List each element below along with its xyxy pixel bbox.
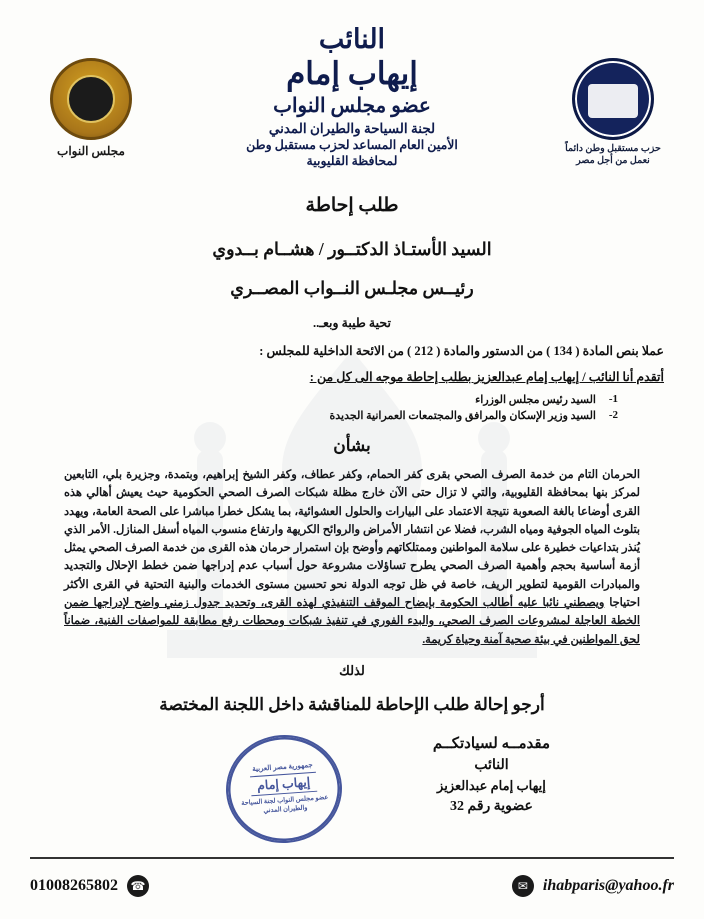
request-intro: أتقدم أنا النائب / إيهاب إمام عبدالعزيز بطلب إحاطة موجه الى كل من : — [309, 369, 664, 384]
letterhead-titles — [150, 20, 554, 168]
footer — [30, 869, 674, 903]
parliament-emblem-icon — [50, 58, 132, 140]
recipient-text: السيد وزير الإسكان والمرافق والمجتمعات العمرانية الجديدة — [329, 409, 596, 422]
membership-number: عضوية رقم 32 — [450, 798, 533, 814]
footer-divider — [30, 857, 674, 859]
subject-heading: بشأن — [333, 435, 371, 455]
body-text-underlined: ويصطني نائبا عليه أطالب الحكومة بإيضاح الموقف التنفيذي لهذه القرى، وتحديد جدول زمني واضح لإدراجها ضمن الخطة العاجلة لمشروعات الصرف الصحي، والبدء الفوري في تنفيذ شبكات ومحطات رفع مطابقة للمواصفات الفنية، ضماناً لحق المواطنين في بيئة صحية آمنة وحياة كريمة. — [64, 597, 640, 646]
phone-block[interactable] — [30, 875, 149, 897]
list-item — [86, 409, 618, 422]
signature-area — [26, 733, 678, 851]
recipient-text: السيد رئيس مجلس الوزراء — [475, 393, 596, 406]
signer-role: النائب — [474, 758, 509, 774]
addressee-line-2: رئيــس مجلـس النــواب المصــري — [230, 277, 474, 298]
party-emblem-icon — [572, 58, 654, 140]
committee-line: لجنة السياحة والطيران المدني — [268, 120, 436, 136]
email-block[interactable] — [512, 875, 674, 897]
phone-number: 01008265802 — [30, 877, 118, 894]
governorate-line: لمحافظة القليوبية — [306, 153, 398, 168]
deputy-word: النائب — [318, 24, 386, 54]
letterhead — [26, 14, 678, 168]
party-logo-caption: حزب مستقبل وطن دائماً نعمل من أجل مصر — [565, 144, 661, 166]
phone-icon: ☎ — [127, 875, 149, 897]
email-address: ihabparis@yahoo.fr — [542, 877, 674, 894]
stamp-middle-text: إيهاب إمام — [250, 772, 316, 796]
submitted-by: مقدمــه لسيادتكــم — [432, 735, 550, 752]
list-item — [86, 393, 618, 406]
therefore-word: لذلك — [339, 662, 365, 678]
final-request: أرجو إحالة طلب الإحاطة للمناقشة داخل اللجنة المختصة — [159, 694, 545, 714]
recipients-list — [86, 393, 618, 422]
member-of-parliament: عضو مجلس النواب — [273, 94, 431, 117]
parliament-logo-caption: مجلس النواب — [57, 144, 125, 158]
stamp-top-text: جمهورية مصر العربية — [251, 761, 313, 774]
email-icon: ✉ — [512, 875, 534, 897]
signer-name: إيهاب إمام عبدالعزيز — [437, 778, 546, 794]
party-logo-block — [554, 20, 672, 168]
stamp-bottom-text: عضو مجلس النواب لجنة السياحة والطيران المدني — [241, 794, 329, 815]
party-role-line: الأمين العام المساعد لحزب مستقبل وطن — [246, 138, 458, 153]
legal-reference: عملا بنص المادة ( 134 ) من الدستور والمادة ( 212 ) من الائحة الداخلية للمجلس : — [259, 343, 664, 358]
body-text-main: الحرمان التام من خدمة الصرف الصحي بقرى كفر الحمام، وكفر عطاف، وكفر الشيخ إبراهيم، وبتمدة، وجزيرة بلي، التابعين لمركز بنها بمحافظة القليوبية، والتي لا تزال حتى الآن خارج مظلة شبكات الصرف الصحي الحكومية حيث يعيش أهالي هذه القرى أوضاعا بالغة الصعوبة نتيجة الاعتماد على البيارات والحلول العشوائية، بما يشكل خطرا مباشرا على الصحة العامة، ويهدد بتلوث المياه الجوفية ومياه الشرب، فضلا عن انتشار الأمراض والروائح الكريهة وارتفاع منسوب المياه أسفل المنازل. الأمر الذي يُنذر بتداعيات خطيرة على سلامة المواطنين وممتلكاتهم وأوضح بإن استمرار حرمان هذه القرى من خدمة الصرف الصحي يمثل أزمة أساسية بحجم وأهمية الصرف الصحي يطرح تساؤلات مشروعة حول أسباب عدم إدراجها ضمن خطط الإحلال والتجديد والمبادرات القومية لتطوير الريف، خاصة في ظل توجه الدولة نحو تحسين مستوى الخدمات والبنية التحتية في القرى الأكثر احتياجا — [64, 468, 640, 610]
document-title: طلب إحاطة — [305, 194, 399, 216]
greeting: تحية طيبة وبعـ.. — [313, 315, 391, 330]
signature-block — [433, 733, 550, 817]
body-paragraph — [64, 466, 640, 649]
official-stamp-icon — [222, 731, 345, 847]
recipient-number: 2- — [608, 408, 618, 421]
parliament-logo-block — [32, 20, 150, 159]
recipient-number: 1- — [608, 392, 618, 405]
deputy-name: إيهاب إمام — [286, 56, 418, 92]
addressee-line-1: السيد الأستـاذ الدكتــور / هشــام بــدوي — [212, 238, 492, 259]
